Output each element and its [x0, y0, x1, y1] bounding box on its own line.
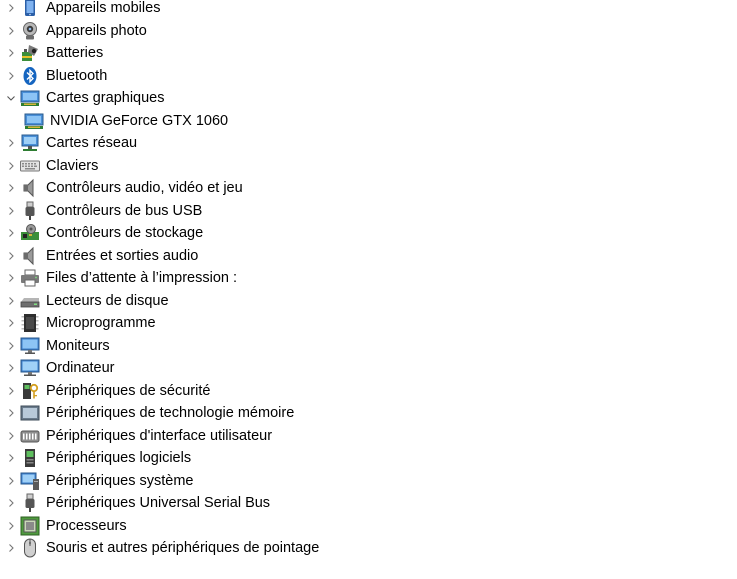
tree-item-batteries[interactable]	[0, 42, 737, 65]
camera-icon	[20, 21, 40, 41]
tree-item-software-devices[interactable]	[0, 447, 737, 470]
tree-item-label: Contrôleurs de bus USB	[46, 202, 203, 219]
tree-item-label: Contrôleurs de stockage	[46, 225, 204, 242]
chevron-right-icon[interactable]	[4, 312, 18, 334]
tree-item-usb-controllers[interactable]	[0, 200, 737, 223]
chevron-right-icon[interactable]	[4, 42, 18, 64]
system-device-icon	[20, 471, 40, 491]
chevron-right-icon[interactable]	[4, 290, 18, 312]
bluetooth-icon	[20, 66, 40, 86]
tree-item-label: Ordinateur	[46, 360, 115, 377]
chevron-right-icon[interactable]	[4, 380, 18, 402]
tree-item-display-adapters[interactable]	[0, 87, 737, 110]
tree-item-label: Batteries	[46, 45, 104, 62]
tree-item-monitors[interactable]	[0, 335, 737, 358]
usb-icon	[20, 493, 40, 513]
tree-item-human-interface-devices[interactable]	[0, 425, 737, 448]
chevron-right-icon[interactable]	[4, 200, 18, 222]
mobile-device-icon	[20, 0, 40, 18]
tree-item-label: Bluetooth	[46, 67, 108, 84]
chevron-right-icon[interactable]	[4, 245, 18, 267]
chevron-right-icon[interactable]	[4, 0, 18, 19]
processor-icon	[20, 516, 40, 536]
tree-item-system-devices[interactable]	[0, 470, 737, 493]
tree-item-label: Périphériques d'interface utilisateur	[46, 427, 273, 444]
tree-item-mice-pointing-devices[interactable]	[0, 537, 737, 560]
tree-item-storage-controllers[interactable]	[0, 222, 737, 245]
chevron-right-icon[interactable]	[4, 470, 18, 492]
software-device-icon	[20, 448, 40, 468]
display-adapter-icon	[20, 88, 40, 108]
network-adapter-icon	[20, 133, 40, 153]
mouse-icon	[20, 538, 40, 558]
tree-item-label: Files d’attente à l’impression :	[46, 270, 237, 287]
tree-item-keyboards[interactable]	[0, 155, 737, 178]
tree-item-label: Périphériques système	[46, 472, 194, 489]
hid-icon	[20, 426, 40, 446]
battery-icon	[20, 43, 40, 63]
chevron-right-icon[interactable]	[4, 425, 18, 447]
disk-drive-icon	[20, 291, 40, 311]
tree-item-label: Périphériques de technologie mémoire	[46, 405, 295, 422]
chevron-right-icon[interactable]	[4, 515, 18, 537]
tree-item-network-adapters[interactable]	[0, 132, 737, 155]
tree-item-label: Cartes graphiques	[46, 90, 165, 107]
tree-item-label: Périphériques logiciels	[46, 450, 192, 467]
tree-item-label: Processeurs	[46, 517, 127, 534]
tree-item-label: Cartes réseau	[46, 135, 138, 152]
chevron-right-icon[interactable]	[4, 65, 18, 87]
computer-icon	[20, 358, 40, 378]
tree-item-processors[interactable]	[0, 515, 737, 538]
chevron-right-icon[interactable]	[4, 537, 18, 559]
tree-item-label: Microprogramme	[46, 315, 156, 332]
monitor-icon	[20, 336, 40, 356]
chevron-right-icon[interactable]	[4, 492, 18, 514]
tree-item-label: Périphériques Universal Serial Bus	[46, 495, 271, 512]
tree-item-nvidia-geforce-gtx-1060[interactable]	[0, 110, 737, 133]
tree-item-computer[interactable]	[0, 357, 737, 380]
tree-item-label: Entrées et sorties audio	[46, 247, 199, 264]
tree-item-disk-drives[interactable]	[0, 290, 737, 313]
tree-item-label: Appareils mobiles	[46, 0, 161, 17]
tree-item-universal-serial-bus-devices[interactable]	[0, 492, 737, 515]
tree-item-print-queues[interactable]	[0, 267, 737, 290]
display-adapter-icon	[24, 111, 44, 131]
tree-item-label: NVIDIA GeForce GTX 1060	[50, 112, 229, 129]
tree-item-memory-technology-devices[interactable]	[0, 402, 737, 425]
chevron-right-icon[interactable]	[4, 402, 18, 424]
tree-item-security-devices[interactable]	[0, 380, 737, 403]
tree-item-label: Contrôleurs audio, vidéo et jeu	[46, 180, 243, 197]
chevron-right-icon[interactable]	[4, 222, 18, 244]
chevron-right-icon[interactable]	[4, 335, 18, 357]
chevron-right-icon[interactable]	[4, 267, 18, 289]
speaker-icon	[20, 178, 40, 198]
tree-item-cameras[interactable]	[0, 20, 737, 43]
tree-item-label: Appareils photo	[46, 22, 147, 39]
memory-card-icon	[20, 403, 40, 423]
tree-item-label: Moniteurs	[46, 337, 110, 354]
tree-item-mobile-devices[interactable]	[0, 0, 737, 20]
tree-item-label: Claviers	[46, 157, 99, 174]
tree-item-firmware[interactable]	[0, 312, 737, 335]
tree-item-audio-inputs-outputs[interactable]	[0, 245, 737, 268]
speaker-icon	[20, 246, 40, 266]
chevron-right-icon[interactable]	[4, 132, 18, 154]
tree-item-label: Périphériques de sécurité	[46, 382, 211, 399]
tree-item-label: Lecteurs de disque	[46, 292, 169, 309]
chevron-right-icon[interactable]	[4, 20, 18, 42]
storage-controller-icon	[20, 223, 40, 243]
firmware-chip-icon	[20, 313, 40, 333]
printer-icon	[20, 268, 40, 288]
chevron-right-icon[interactable]	[4, 177, 18, 199]
tree-item-bluetooth[interactable]	[0, 65, 737, 88]
usb-icon	[20, 201, 40, 221]
security-device-icon	[20, 381, 40, 401]
tree-item-label: Souris et autres périphériques de pointage	[46, 540, 320, 557]
chevron-down-icon[interactable]	[4, 87, 18, 109]
chevron-right-icon[interactable]	[4, 357, 18, 379]
tree-item-sound-video-game-controllers[interactable]	[0, 177, 737, 200]
chevron-right-icon[interactable]	[4, 155, 18, 177]
chevron-right-icon[interactable]	[4, 447, 18, 469]
keyboard-icon	[20, 156, 40, 176]
